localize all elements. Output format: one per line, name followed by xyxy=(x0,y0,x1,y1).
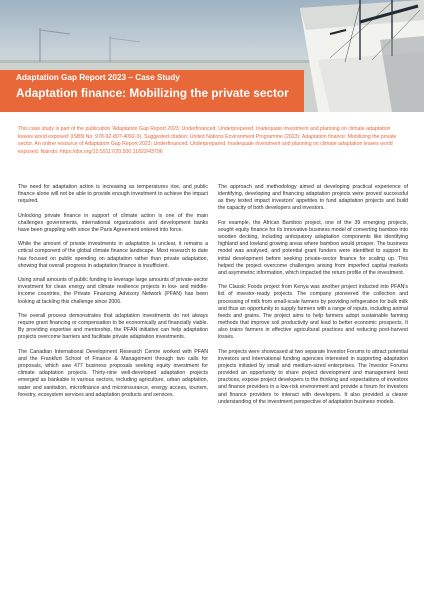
paragraph: While the amount of private investments in adaptation is unclear, it remains a critical component of the global climate finance landscape. Most research to date has focused on public spending on adaptation rather than private adaptation, showing that overall progress in adaptation finance is insufficient. xyxy=(18,241,208,269)
paragraph: Unlocking private finance in support of climate action is one of the main challenges governments, international organizations and development banks have been grappling with since the Paris Agreement entered into force. xyxy=(18,212,208,233)
right-column xyxy=(218,184,408,413)
publication-note: This case study is part of the publication 'Adaptation Gap Report 2023: Underfinanced. Underprepared. Inadequate investment and planning on climate adaptation leaves world exposed' (ISBN No: 978-92-807-4092-9). Suggested citation: United Nations Environment Programme (2023). Adaptation finance: Mobilizing the private sector. An online resource of Adaptation Gap Report 2023: Underfinanced. Underprepared. Inadequate investment and planning on climate adaptation leaves world exposed. Nairobi. https://doi.org/10.59117/20.500.11822/43796 xyxy=(18,126,397,155)
paragraph: For example, the African Bamboo project, one of the 39 emerging projects, sought equity finance for its innovative business model of converting bamboo into wooden decking, including anticipatory adaptation components like identifying highland and lowland growing areas where bamboo would prosper. The business model was analysed, and potential grant funders were identified to support its initial development before seeking private-sector finance for scaling up. This helped the project overcome challenges arising from imperfect capital markets and asymmetric information, which impacted the return profile of the investment. xyxy=(218,219,408,276)
paragraph: The projects were showcased at two separate Investor Forums to attract potential investors and international funding agencies interested in supporting adaptation projects initiated by small and medium-sized enterprises. The Investor Forums provided an opportunity to share project development and management best practices, expose project developers to the thinking and expectations of investors and finance providers in a low-risk environment and provide a forum for investors and finance providers to interact with developers. It also provided a clearer understanding of the investment perspective of adaptation business models. xyxy=(218,348,408,405)
paragraph: The Classic Foods project from Kenya was another project inducted into PFAN's list of investor-ready projects. The company pioneered the collection and processing of milk from small-scale farmers by providing refrigeration for bulk milk and thus an opportunity to supply farmers with a range of inputs, including animal feeds and grains. The project aims to help farmers adopt sustainable farming methods that improve soil productivity and lead to better economic prospects. It also trains farmers in effective agricultural practices and reducing post-harvest losses. xyxy=(218,284,408,341)
paragraph: The Canadian International Development Research Centre worked with PFAN and the Frankfurt School of Finance & Management through two calls for proposals, which saw 477 business proposals seeking equity investment for climate adaptation projects. Thirty-nine well-developed adaptation projects emerged as bankable in various sectors, including agriculture, urban adaptation, water and sanitation, microfinance and microinsurance, energy access, tourism, forestry, ecosystem services and adaptation products and services. xyxy=(18,348,208,398)
paragraph: The approach and methodology aimed at developing practical experience of identifying, developing and financing adaptation projects were proved successful as they tested impact investors' appetites to fund adaptation projects and build the capacity of both developers and investors. xyxy=(218,184,408,212)
paragraph: Using small amounts of public funding to leverage large amounts of private-sector investment for clean energy and climate resilience projects in low- and middle-income countries, the Private Financing Advisory Network (PFAN) has been looking at tackling this challenge since 2006. xyxy=(18,277,208,305)
report-kicker: Adaptation Gap Report 2023 – Case Study xyxy=(16,73,180,82)
paragraph: The overall process demonstrates that adaptation investments do not always require grant financing or compensation to be economically and financially viable. By providing expertise and mentorship, the PFAN initiative can help adaptation projects overcome barriers and facilitate private adaptation investments. xyxy=(18,312,208,341)
page-title: Adaptation finance: Mobilizing the private sector xyxy=(16,86,289,100)
left-column xyxy=(18,184,208,406)
paragraph: The need for adaptation action is increasing as temperatures rise, and public finance alone will not be able to provide enough investment to achieve the impact required. xyxy=(18,184,208,205)
